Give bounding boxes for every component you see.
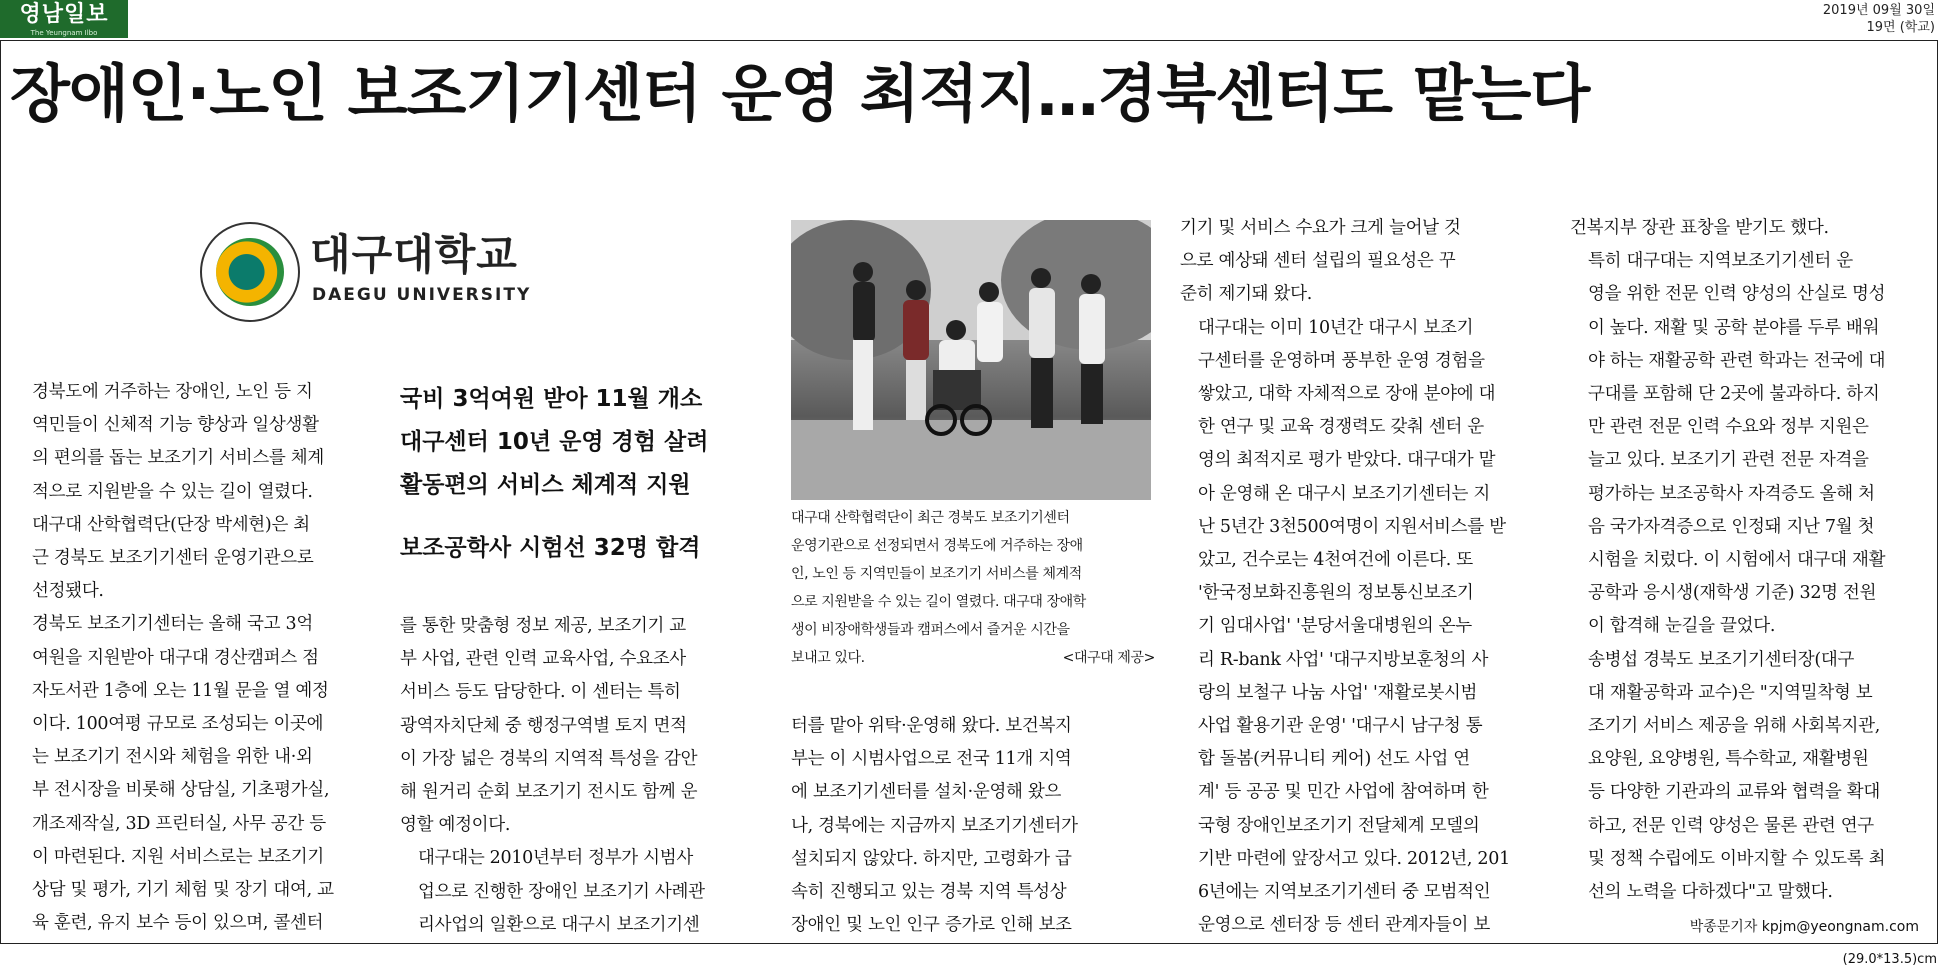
- article-line: 적으로 지원받을 수 있는 길이 열렸다.: [32, 481, 313, 502]
- article-paragraph: [400, 610, 762, 842]
- article-line: 한 연구 및 교육 경쟁력도 갖춰 센터 운: [1198, 417, 1484, 438]
- caption-line: 인, 노인 등 지역민들이 보조기기 서비스를 체계적: [791, 566, 1082, 582]
- caption-line: 보내고 있다.: [791, 650, 865, 666]
- article-line: 요양원, 요양병원, 특수학교, 재활병원: [1588, 749, 1869, 770]
- article-line: 공학과 응시생(재학생 기준) 32명 전원: [1588, 583, 1877, 604]
- article-line: 의 편의를 돕는 보조기기 서비스를 체계: [32, 448, 324, 469]
- article-line: 음 국가자격증으로 인정돼 지난 7월 첫: [1588, 516, 1875, 537]
- photo-illustration: [791, 220, 1151, 500]
- article-line: 역민들이 신체적 기능 향상과 일상생활: [32, 415, 319, 436]
- article-line: 기기 및 서비스 수요가 크게 늘어날 것: [1180, 218, 1461, 238]
- article-line: 만 관련 전문 인력 수요와 정부 지원은: [1588, 417, 1869, 438]
- article-line: 송병섭 경북도 보조기기센터장(대구: [1588, 649, 1855, 670]
- university-logo: [200, 222, 550, 322]
- article-line: 영의 최적지로 평가 받았다. 대구대가 맡: [1198, 450, 1496, 471]
- page-number: 19면 (학교): [1866, 20, 1935, 35]
- article-line: 조기기 서비스 제공을 위해 사회복지관,: [1588, 716, 1880, 737]
- photo-credit: <대구대 제공>: [1062, 650, 1155, 666]
- article-column-4: [1180, 212, 1542, 942]
- article-line: 았고, 건수로는 4천여건에 이른다. 또: [1198, 550, 1473, 571]
- article-line: 사업 활용기관 운영' '대구시 남구청 통: [1198, 716, 1483, 737]
- article-line: 구센터를 운영하며 풍부한 운영 경험을: [1198, 350, 1485, 371]
- article-line: 이다. 100여평 규모로 조성되는 이곳에: [32, 714, 324, 735]
- subhead-3: 활동편의 서비스 체계적 지원: [400, 472, 691, 498]
- newspaper-logo-text: 영남일보: [19, 2, 109, 27]
- newspaper-logo-subtext: The Yeungnam Ilbo: [30, 29, 98, 37]
- article-line: 업으로 진행한 장애인 보조기기 사례관: [418, 881, 705, 902]
- article-line: 국형 장애인보조기기 전달체계 모델의: [1198, 815, 1480, 836]
- article-line: 쌓았고, 대학 자체적으로 장애 분야에 대: [1198, 384, 1496, 405]
- publication-date: 2019년 09월 30일: [1822, 3, 1935, 18]
- article-line: 합 돌봄(커뮤니티 케어) 선도 사업 연: [1198, 749, 1470, 770]
- article-line: 선정됐다.: [32, 581, 104, 602]
- caption-line: 생이 비장애학생들과 캠퍼스에서 즐거운 시간을: [791, 622, 1070, 638]
- article-line: 속히 진행되고 있는 경북 지역 특성상: [791, 882, 1067, 903]
- article-line: 이 가장 넓은 경북의 지역적 특성을 감안: [400, 748, 698, 769]
- seal-emblem-icon: [216, 238, 284, 306]
- article-line: 및 정책 수립에도 이바지할 수 있도록 최: [1588, 848, 1886, 869]
- article-line: 광역자치단체 중 행정구역별 토지 면적: [400, 715, 687, 736]
- article-paragraph: [791, 710, 1153, 942]
- article-line: 경북도 보조기기센터는 올해 국고 3억: [32, 614, 313, 635]
- article-line: 대구대는 2010년부터 정부가 시범사: [418, 848, 693, 869]
- article-line: 부는 이 시범사업으로 전국 11개 지역: [791, 749, 1072, 770]
- article-line: 대구대는 이미 10년간 대구시 보조기: [1198, 317, 1474, 338]
- article-paragraph: [14, 608, 372, 940]
- article-line: '한국정보화진흥원의 정보통신보조기: [1198, 583, 1474, 604]
- article-line: 영할 예정이다.: [400, 815, 511, 836]
- article-line: 랑의 보철구 나눔 사업' '재활로봇시범: [1198, 682, 1478, 703]
- article-line: 계' 등 공공 및 민간 사업에 참여하며 한: [1198, 782, 1489, 803]
- article-line: 이 합격해 눈길을 끌었다.: [1588, 616, 1776, 637]
- article-line: 터를 맡아 위탁·운영해 왔다. 보건복지: [791, 716, 1072, 736]
- headline: 장애인·노인 보조기기센터 운영 최적지…경북센터도 맡는다: [10, 57, 1590, 130]
- photo-caption: [791, 504, 1155, 672]
- article-line: 부 사업, 관련 인력 교육사업, 수요조사: [400, 649, 686, 670]
- article-line: 대 재활공학과 교수)은 "지역밀착형 보: [1588, 682, 1873, 703]
- article-line: 육 훈련, 유지 보수 등이 있으며, 콜센터: [32, 913, 324, 934]
- article-line: 야 하는 재활공학 관련 학과는 전국에 대: [1588, 350, 1886, 371]
- caption-line: 으로 지원받을 수 있는 길이 열렸다. 대구대 장애학: [791, 594, 1086, 610]
- article-line: 근 경북도 보조기기센터 운영기관으로: [32, 548, 314, 569]
- article-line: 기반 마련에 앞장서고 있다. 2012년, 201: [1198, 848, 1510, 869]
- article-column-2: [400, 610, 762, 942]
- article-line: 리 R-bank 사업' '대구지방보훈청의 사: [1198, 649, 1489, 670]
- article-line: 운영으로 센터장 등 센터 관계자들이 보: [1198, 915, 1490, 936]
- article-column-3: [791, 710, 1153, 942]
- article-column-1: [14, 376, 372, 940]
- caption-line: 대구대 산학협력단이 최근 경북도 보조기기센터: [791, 510, 1070, 526]
- article-line: 자도서관 1층에 오는 11월 문을 열 예정: [32, 680, 329, 701]
- university-name-ko: 대구대학교: [310, 230, 518, 279]
- article-line: 여원을 지원받아 대구대 경산캠퍼스 점: [32, 647, 319, 668]
- article-line: 리사업의 일환으로 대구시 보조기기센: [418, 914, 700, 935]
- article-line: 기 임대사업' '분당서울대병원의 온누: [1198, 616, 1472, 637]
- article-line: 를 통한 맞춤형 정보 제공, 보조기기 교: [400, 616, 686, 636]
- article-line: 늘고 있다. 보조기기 관련 전문 자격을: [1588, 450, 1869, 471]
- article-paragraph: [1570, 245, 1932, 643]
- university-name-en: DAEGU UNIVERSITY: [312, 285, 532, 305]
- article-line: 준히 제기돼 왔다.: [1180, 284, 1313, 305]
- article-photo: [791, 220, 1151, 500]
- byline: 박종문기자 kpjm@yeongnam.com: [1689, 919, 1919, 935]
- size-note: (29.0*13.5)cm: [1842, 952, 1937, 967]
- article-line: 구대를 포함해 단 2곳에 불과하다. 하지: [1588, 384, 1880, 405]
- article-line: 시험을 치렀다. 이 시험에서 대구대 재활: [1588, 550, 1886, 571]
- article-line: 에 보조기기센터를 설치·운영해 왔으: [791, 782, 1062, 803]
- article-line: 특히 대구대는 지역보조기기센터 운: [1588, 251, 1853, 272]
- article-line: 6년에는 지역보조기기센터 중 모범적인: [1198, 882, 1491, 903]
- article-line: 설치되지 않았다. 하지만, 고령화가 급: [791, 848, 1072, 869]
- university-seal-icon: [200, 222, 300, 322]
- article-line: 해 원거리 순회 보조기기 전시도 함께 운: [400, 782, 698, 803]
- article-line: 나, 경북에는 지금까지 보조기기센터가: [791, 815, 1078, 836]
- caption-line: 운영기관으로 선정되면서 경북도에 거주하는 장애: [791, 538, 1083, 554]
- article-line: 는 보조기기 전시와 체험을 위한 내·외: [32, 747, 313, 768]
- newspaper-logo: [0, 0, 128, 38]
- subhead-2: 대구센터 10년 운영 경험 살려: [400, 429, 709, 455]
- article-line: 건복지부 장관 표창을 받기도 했다.: [1570, 218, 1829, 238]
- article-column-5: [1570, 212, 1932, 909]
- article-line: 으로 예상돼 센터 설립의 필요성은 꾸: [1180, 251, 1456, 272]
- article-paragraph: [1180, 312, 1542, 943]
- article-line: 이 마련된다. 지원 서비스로는 보조기기: [32, 846, 324, 867]
- article-line: 서비스 등도 담당한다. 이 센터는 특히: [400, 682, 681, 703]
- article-line: 영을 위한 전문 인력 양성의 산실로 명성: [1588, 284, 1886, 305]
- article-line: 부 전시장을 비롯해 상담실, 기초평가실,: [32, 780, 330, 801]
- article-line: 아 운영해 온 대구시 보조기기센터는 지: [1198, 483, 1490, 504]
- article-line: 등 다양한 기관과의 교류와 협력을 확대: [1588, 782, 1880, 803]
- article-line: 상담 및 평가, 기기 체험 및 장기 대여, 교: [32, 880, 334, 901]
- article-paragraph: [400, 842, 762, 942]
- article-paragraph: [1570, 212, 1932, 245]
- article-line: 장애인 및 노인 인구 증가로 인해 보조: [791, 915, 1072, 936]
- article-paragraph: [1180, 212, 1542, 312]
- subhead-1: 국비 3억여원 받아 11월 개소: [400, 386, 703, 412]
- article-line: 경북도에 거주하는 장애인, 노인 등 지: [32, 382, 313, 402]
- article-line: 평가하는 보조공학사 자격증도 올해 처: [1588, 483, 1875, 504]
- article-paragraph: [1570, 644, 1932, 910]
- article-line: 이 높다. 재활 및 공학 분야를 두루 배워: [1588, 317, 1880, 338]
- article-paragraph: [14, 376, 372, 608]
- article-line: 개조제작실, 3D 프린터실, 사무 공간 등: [32, 813, 326, 834]
- article-line: 대구대 산학협력단(단장 박세현)은 최: [32, 514, 310, 535]
- article-line: 하고, 전문 인력 양성은 물론 관련 연구: [1588, 815, 1874, 836]
- subhead-4: 보조공학사 시험선 32명 합격: [400, 535, 701, 561]
- article-line: 난 5년간 3천500여명이 지원서비스를 받: [1198, 516, 1506, 537]
- article-line: 선의 노력을 다하겠다"고 말했다.: [1588, 882, 1833, 903]
